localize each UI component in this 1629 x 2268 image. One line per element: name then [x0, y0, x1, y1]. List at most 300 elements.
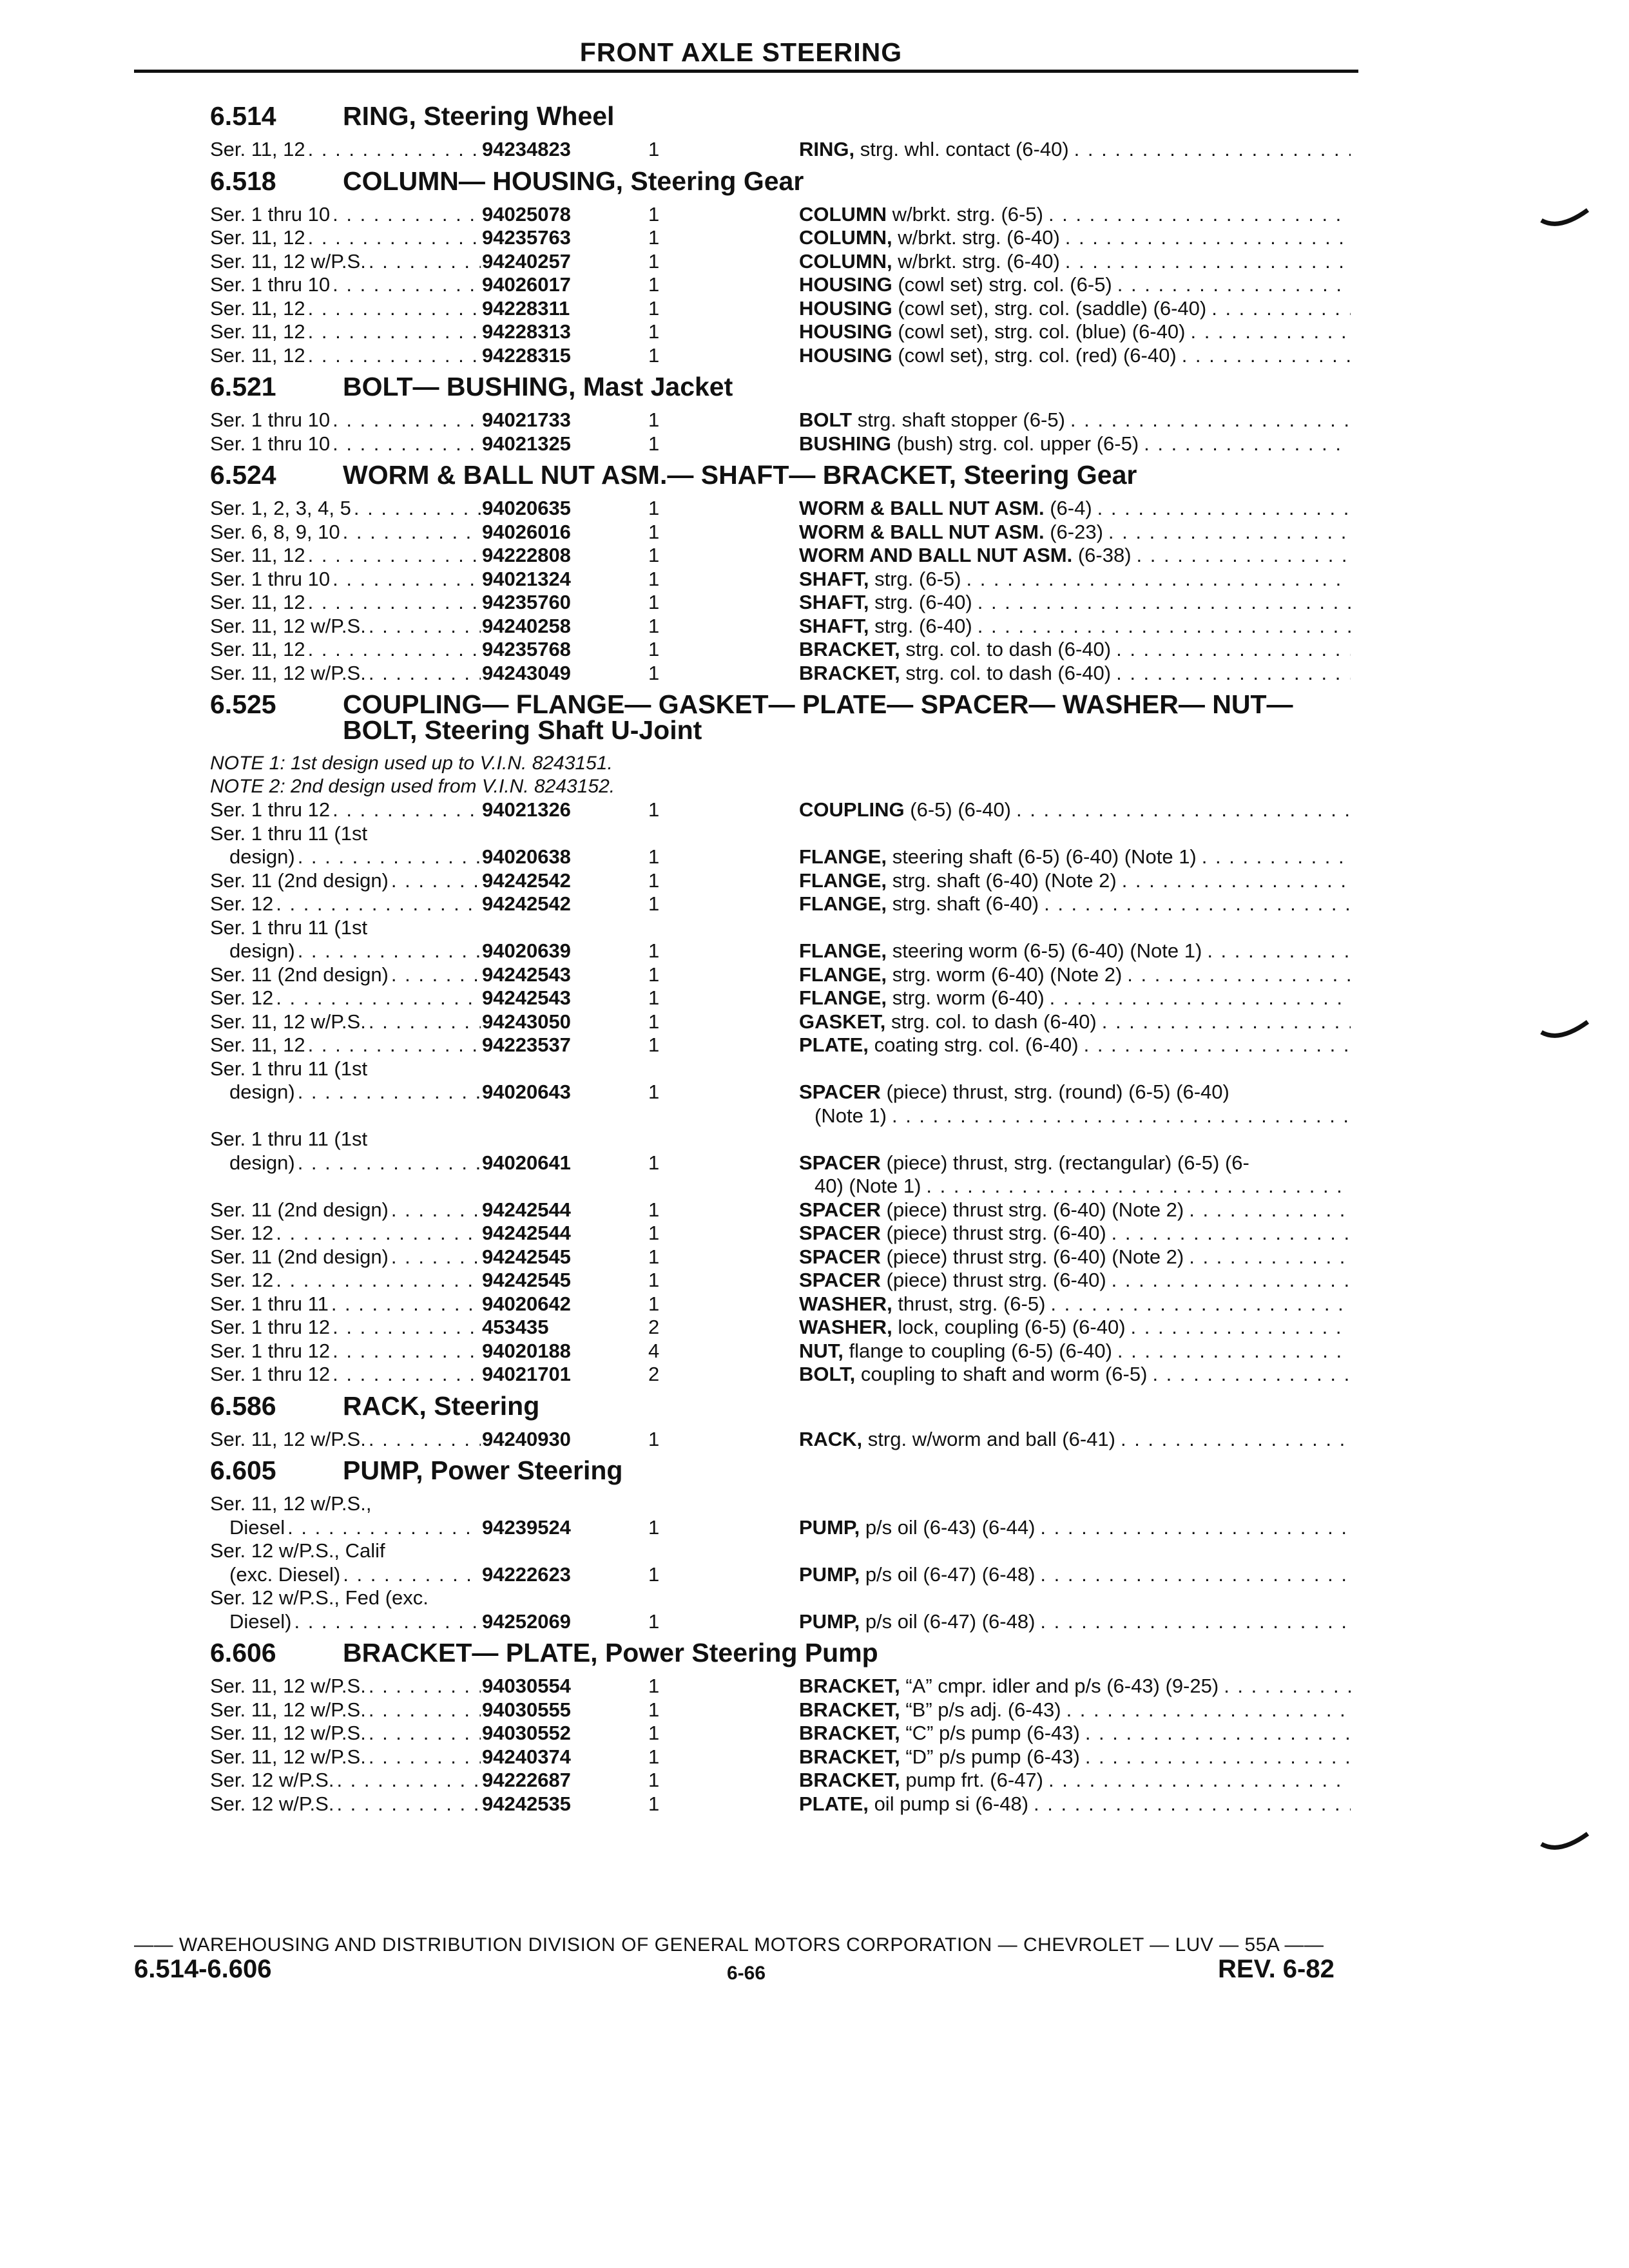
serial-applicability: [210, 203, 481, 227]
description-text: (piece) thrust strg. (6-40) (Note 2): [886, 1245, 1184, 1268]
description-line: [799, 638, 1351, 662]
description-text: (cowl set), strg. col. (red) (6-40): [898, 343, 1177, 367]
description-text: lock, coupling (6-5) (6-40): [898, 1316, 1126, 1338]
serial-text: Ser. 6, 8, 9, 10: [210, 520, 340, 543]
description-text: p/s oil (6-47) (6-48): [865, 1562, 1036, 1586]
part-name: BOLT: [799, 408, 853, 431]
serial-applicability: [210, 1010, 481, 1034]
serial-line: [210, 344, 481, 368]
part-row: [210, 320, 1351, 344]
description-text: strg. (6-40): [874, 614, 972, 637]
quantity: 1: [648, 249, 660, 273]
part-number: 94242535: [482, 1792, 571, 1815]
serial-text: Ser. 11, 12 w/P.S.: [210, 1722, 366, 1744]
serial-line: [210, 250, 481, 274]
quantity: 1: [648, 1010, 660, 1033]
description-line: [799, 1269, 1351, 1293]
description-line: [799, 869, 1351, 893]
serial-applicability: [210, 138, 481, 162]
description-text: pump frt. (6-47): [905, 1769, 1043, 1791]
description-line: [799, 1222, 1351, 1245]
leader-dots: [369, 615, 481, 639]
serial-applicability: [210, 497, 481, 521]
part-number: 94242543: [482, 963, 571, 986]
part-name: HOUSING: [799, 320, 892, 343]
serial-line: [210, 521, 481, 544]
quantity: 1: [648, 226, 660, 249]
part-row: [210, 869, 1351, 893]
description-line: [799, 568, 1351, 591]
section-title: COUPLING— FLANGE— GASKET— PLATE— SPACER— WASHER— NUT— BOLT, Steering Shaft U-Joint: [343, 689, 1293, 745]
serial-text: Ser. 11 (2nd design): [210, 869, 389, 892]
serial-applicability: [210, 892, 481, 916]
description-text: (6-5) (6-40): [910, 798, 1012, 821]
leader-dots: [369, 1722, 481, 1745]
serial-applicability: [210, 320, 481, 344]
quantity: 1: [648, 591, 660, 613]
leader-dots: [1127, 963, 1351, 987]
leader-dots: [336, 1792, 481, 1816]
section-heading: [210, 168, 1351, 194]
distribution-line: —— WAREHOUSING AND DISTRIBUTION DIVISION OF GENERAL MOTORS CORPORATION — CHEVROLET — LUV — 55A ——: [134, 1934, 1324, 1956]
quantity: 1: [648, 845, 660, 868]
leader-dots: [1084, 1033, 1351, 1057]
part-number: 94020639: [482, 939, 571, 962]
leader-dots: [1034, 1792, 1351, 1816]
leader-dots: [333, 273, 481, 297]
description-text: 40) (Note 1): [815, 1175, 921, 1197]
serial-text: design): [229, 939, 295, 962]
leader-dots: [276, 1269, 481, 1293]
leader-dots: [1117, 273, 1351, 297]
description-text: w/brkt. strg. (6-5): [892, 202, 1043, 226]
quantity: 2: [648, 1363, 660, 1385]
quantity: 1: [648, 567, 660, 590]
description-text: coating strg. col. (6-40): [874, 1033, 1079, 1056]
quantity: 1: [648, 1033, 660, 1056]
serial-text: Ser. 1 thru 10: [210, 432, 331, 455]
description-text: (piece) thrust strg. (6-40) (Note 2): [886, 1198, 1184, 1221]
serial-applicability: [210, 1128, 481, 1175]
serial-applicability: [210, 297, 481, 321]
part-number: 94252069: [482, 1610, 571, 1633]
serial-applicability: [210, 544, 481, 568]
description-text: “D” p/s pump (6-43): [905, 1745, 1080, 1768]
leader-dots: [333, 432, 481, 456]
part-description: [799, 1363, 1351, 1387]
leader-dots: [1108, 521, 1351, 544]
part-description: [799, 1316, 1351, 1340]
leader-dots: [1131, 1316, 1351, 1340]
serial-applicability: [210, 1722, 481, 1745]
leader-dots: [1122, 869, 1351, 893]
part-number: 94021325: [482, 432, 571, 455]
part-row: [210, 1792, 1351, 1816]
part-number: 94222808: [482, 544, 571, 566]
section-heading: [210, 462, 1351, 488]
leader-dots: [1190, 320, 1351, 344]
part-row: [210, 1198, 1351, 1222]
section-note: NOTE 2: 2nd design used from V.I.N. 8243152.: [210, 776, 615, 797]
quantity: 1: [648, 544, 660, 566]
part-number: 94235763: [482, 226, 571, 249]
part-number: 94235760: [482, 591, 571, 613]
serial-applicability: [210, 344, 481, 368]
serial-line: [210, 1675, 481, 1698]
part-name: BRACKET,: [799, 1698, 900, 1721]
quantity: 1: [648, 202, 660, 226]
part-row: [210, 1128, 1351, 1198]
leader-dots: [276, 1222, 481, 1245]
leader-dots: [1040, 1516, 1351, 1540]
part-description: [799, 615, 1351, 639]
leader-dots: [1207, 939, 1351, 963]
part-number: 94228311: [482, 296, 570, 320]
parts-catalog: [210, 97, 1351, 1816]
serial-line: [210, 1516, 481, 1540]
part-row: [210, 1492, 1351, 1539]
serial-applicability: [210, 1198, 481, 1222]
section-title: RING, Steering Wheel: [343, 101, 615, 131]
description-line: [799, 250, 1351, 274]
part-row: [210, 916, 1351, 963]
serial-text: (exc. Diesel): [229, 1562, 341, 1586]
description-text: “C” p/s pump (6-43): [905, 1722, 1080, 1744]
serial-applicability: [210, 1033, 481, 1057]
leader-dots: [1189, 1245, 1351, 1269]
part-row: [210, 662, 1351, 686]
section-title: RACK, Steering: [343, 1390, 540, 1421]
description-line: [799, 297, 1351, 321]
description-line: [799, 138, 1351, 162]
serial-applicability: [210, 1057, 481, 1104]
leader-dots: [978, 615, 1351, 639]
part-description: [799, 1745, 1351, 1769]
serial-text: design): [229, 1151, 295, 1174]
leader-dots: [354, 497, 481, 521]
serial-text: Ser. 11, 12: [210, 591, 305, 613]
part-name: COLUMN: [799, 202, 887, 226]
serial-line: [210, 1428, 481, 1452]
part-row: [210, 1675, 1351, 1698]
part-number: 94020641: [482, 1151, 571, 1174]
serial-text: Ser. 1 thru 10: [210, 567, 331, 590]
quantity: 1: [648, 343, 660, 367]
quantity: 2: [648, 1316, 660, 1338]
part-name: HOUSING: [799, 296, 892, 320]
description-line: [799, 1293, 1351, 1316]
serial-line: [210, 1363, 481, 1387]
part-row: [210, 1245, 1351, 1269]
part-name: PUMP,: [799, 1562, 860, 1586]
part-number: 94020635: [482, 497, 571, 519]
quantity: 1: [648, 892, 660, 915]
description-text: strg. col. to dash (6-40): [905, 638, 1112, 660]
serial-line: [210, 845, 481, 869]
serial-applicability: [210, 1698, 481, 1722]
serial-text: Ser. 11, 12 w/P.S.: [210, 249, 366, 273]
serial-line: [210, 1316, 481, 1340]
serial-applicability: [210, 798, 481, 822]
serial-line: [210, 869, 481, 893]
serial-text: Ser. 12 w/P.S., Fed (exc.: [210, 1586, 429, 1609]
part-number: 94242544: [482, 1222, 571, 1244]
part-description: [799, 1428, 1351, 1452]
leader-dots: [343, 1563, 481, 1587]
part-description: [799, 1675, 1351, 1698]
description-text: w/brkt. strg. (6-40): [898, 249, 1060, 273]
quantity: 1: [648, 1515, 660, 1539]
serial-text: Ser. 11, 12 w/P.S.: [210, 1010, 366, 1033]
description-text: (cowl set), strg. col. (blue) (6-40): [898, 320, 1186, 343]
part-number: 94239524: [482, 1515, 571, 1539]
leader-dots: [287, 1516, 481, 1540]
quantity: 1: [648, 1269, 660, 1291]
serial-line: [210, 1245, 481, 1269]
description-text: (piece) thrust, strg. (round) (6-5) (6-40): [886, 1081, 1229, 1103]
part-name: BRACKET,: [799, 638, 900, 660]
part-name: PUMP,: [799, 1610, 860, 1633]
part-number: 94235768: [482, 638, 571, 660]
description-line: [799, 892, 1351, 916]
serial-line: [210, 986, 481, 1010]
leader-dots: [391, 1198, 481, 1222]
quantity: 1: [648, 1151, 660, 1174]
serial-text: Ser. 1 thru 10: [210, 202, 331, 226]
part-name: FLANGE,: [799, 963, 887, 986]
section-title: WORM & BALL NUT ASM.— SHAFT— BRACKET, Steering Gear: [343, 460, 1137, 490]
part-name: SPACER: [799, 1222, 881, 1244]
serial-applicability: [210, 963, 481, 987]
quantity: 1: [648, 1562, 660, 1586]
description-line: [799, 1104, 1351, 1128]
description-text: oil pump si (6-48): [874, 1792, 1029, 1815]
part-number: 94025078: [482, 202, 571, 226]
part-row: [210, 892, 1351, 916]
leader-dots: [333, 1340, 481, 1363]
part-row: [210, 497, 1351, 521]
serial-text: Ser. 12 w/P.S., Calif: [210, 1539, 385, 1562]
part-name: FLANGE,: [799, 869, 887, 892]
leader-dots: [1085, 1745, 1351, 1769]
part-number: 94223537: [482, 1033, 571, 1056]
serial-line: [210, 320, 481, 344]
description-text: p/s oil (6-43) (6-44): [865, 1515, 1036, 1539]
leader-dots: [308, 591, 481, 615]
leader-dots: [1182, 344, 1351, 368]
leader-dots: [369, 1428, 481, 1452]
part-description: [799, 892, 1351, 916]
description-text: “B” p/s adj. (6-43): [905, 1698, 1061, 1721]
section-number: 6.518: [210, 166, 276, 196]
serial-line: [210, 1198, 481, 1222]
quantity: 1: [648, 320, 660, 343]
description-line: [799, 1010, 1351, 1034]
part-number: 453435: [482, 1316, 549, 1338]
part-row: [210, 1428, 1351, 1452]
section-heading: [210, 1640, 1351, 1666]
serial-line: [210, 963, 481, 987]
quantity: 1: [648, 986, 660, 1009]
description-line: [799, 497, 1351, 521]
leader-dots: [369, 250, 481, 274]
description-text: strg. worm (6-40) (Note 2): [892, 963, 1123, 986]
serial-text: Ser. 11, 12: [210, 296, 305, 320]
part-description: [799, 297, 1351, 321]
leader-dots: [1224, 1675, 1351, 1698]
description-text: (piece) thrust strg. (6-40): [886, 1269, 1106, 1291]
section-number: 6.514: [210, 101, 276, 131]
leader-dots: [369, 1745, 481, 1769]
serial-line: [210, 662, 481, 686]
serial-line: [210, 1769, 481, 1792]
leader-dots: [1050, 986, 1351, 1010]
part-row: [210, 1698, 1351, 1722]
part-description: [799, 1269, 1351, 1293]
part-name: RING,: [799, 138, 855, 160]
part-name: FLANGE,: [799, 892, 887, 915]
part-row: [210, 1222, 1351, 1245]
leader-dots: [333, 798, 481, 822]
part-row: [210, 1057, 1351, 1128]
leader-dots: [1102, 1010, 1351, 1034]
description-text: coupling to shaft and worm (6-5): [860, 1363, 1148, 1385]
part-name: WASHER,: [799, 1316, 892, 1338]
serial-text: Ser. 1 thru 11 (1st: [210, 916, 368, 939]
part-description: [799, 226, 1351, 250]
part-row: [210, 591, 1351, 615]
part-description: [799, 1033, 1351, 1057]
description-text: (Note 1): [815, 1104, 887, 1127]
binder-tick-mark-2: [1540, 1018, 1589, 1044]
serial-text: Diesel): [229, 1610, 292, 1633]
serial-text: Ser. 11, 12 w/P.S.: [210, 1698, 366, 1721]
leader-dots: [308, 1033, 481, 1057]
serial-text: Ser. 11, 12: [210, 226, 305, 249]
leader-dots: [1116, 662, 1351, 686]
leader-dots: [1016, 798, 1351, 822]
part-description: [799, 939, 1351, 963]
part-description: [799, 1792, 1351, 1816]
serial-applicability: [210, 1340, 481, 1363]
description-line: [799, 273, 1351, 297]
leader-dots: [1112, 1269, 1351, 1293]
leader-dots: [926, 1175, 1351, 1198]
serial-line: [210, 408, 481, 432]
quantity: 1: [648, 1245, 660, 1268]
leader-dots: [308, 320, 481, 344]
part-description: [799, 869, 1351, 893]
description-line: [799, 1245, 1351, 1269]
description-line: [799, 1675, 1351, 1698]
serial-applicability: [210, 916, 481, 963]
serial-applicability: [210, 591, 481, 615]
leader-dots: [1211, 297, 1351, 321]
serial-applicability: [210, 1539, 481, 1586]
description-line: [799, 963, 1351, 987]
serial-line: [210, 544, 481, 568]
quantity: 1: [648, 614, 660, 637]
serial-applicability: [210, 1792, 481, 1816]
serial-applicability: [210, 1363, 481, 1387]
leader-dots: [391, 869, 481, 893]
leader-dots: [1066, 1698, 1351, 1722]
leader-dots: [308, 344, 481, 368]
part-name: HOUSING: [799, 273, 892, 296]
section-number: 6.606: [210, 1638, 276, 1667]
serial-line: [210, 1033, 481, 1057]
part-name: WASHER,: [799, 1292, 892, 1315]
serial-line: [210, 297, 481, 321]
description-line: [799, 1175, 1351, 1198]
part-number: 94030552: [482, 1722, 571, 1744]
serial-text: Ser. 11, 12 w/P.S.: [210, 661, 366, 684]
description-line: [799, 1316, 1351, 1340]
leader-dots: [1048, 203, 1351, 227]
part-number: 94021326: [482, 798, 571, 821]
part-number: 94240930: [482, 1427, 571, 1450]
serial-text: Ser. 12 w/P.S.: [210, 1792, 334, 1815]
part-name: WORM & BALL NUT ASM.: [799, 520, 1045, 543]
part-description: [799, 320, 1351, 344]
part-row: [210, 963, 1351, 987]
part-name: BUSHING: [799, 432, 891, 455]
part-number: 94228313: [482, 320, 571, 343]
part-name: SHAFT,: [799, 567, 869, 590]
description-line: [799, 1769, 1351, 1792]
serial-applicability: [210, 1245, 481, 1269]
serial-text: Ser. 1 thru 12: [210, 1339, 331, 1362]
part-number: 94243049: [482, 661, 571, 684]
part-description: [799, 1293, 1351, 1316]
quantity: 1: [648, 1292, 660, 1315]
part-description: [799, 1516, 1351, 1540]
part-name: COLUMN,: [799, 249, 892, 273]
part-row: [210, 1363, 1351, 1387]
serial-text: Ser. 1 thru 10: [210, 408, 331, 431]
serial-text: Ser. 11, 12: [210, 544, 305, 566]
description-text: strg. shaft stopper (6-5): [857, 408, 1065, 431]
description-line: [799, 1563, 1351, 1587]
quantity: 1: [648, 408, 660, 431]
section-heading: [210, 103, 1351, 129]
serial-applicability: [210, 986, 481, 1010]
serial-line: [210, 226, 481, 250]
part-description: [799, 1198, 1351, 1222]
description-text: (6-38): [1077, 544, 1132, 566]
part-name: SPACER: [799, 1269, 881, 1291]
serial-applicability: [210, 1586, 481, 1633]
serial-text: Ser. 11, 12: [210, 343, 305, 367]
description-text: (6-23): [1050, 520, 1103, 543]
leader-dots: [343, 521, 481, 544]
section-number: 6.521: [210, 372, 276, 401]
description-text: strg. worm (6-40): [892, 986, 1045, 1009]
quantity: 1: [648, 1769, 660, 1791]
section-heading: [210, 691, 1351, 743]
part-name: BRACKET,: [799, 1769, 900, 1791]
part-row: [210, 1293, 1351, 1316]
leader-dots: [298, 1081, 481, 1104]
leader-dots: [308, 138, 481, 162]
quantity: 1: [648, 869, 660, 892]
part-name: SPACER: [799, 1081, 881, 1103]
serial-text: Ser. 12 w/P.S.: [210, 1769, 334, 1791]
serial-applicability: [210, 521, 481, 544]
serial-text: design): [229, 845, 295, 868]
leader-dots: [276, 892, 481, 916]
part-number: 94020642: [482, 1292, 571, 1315]
